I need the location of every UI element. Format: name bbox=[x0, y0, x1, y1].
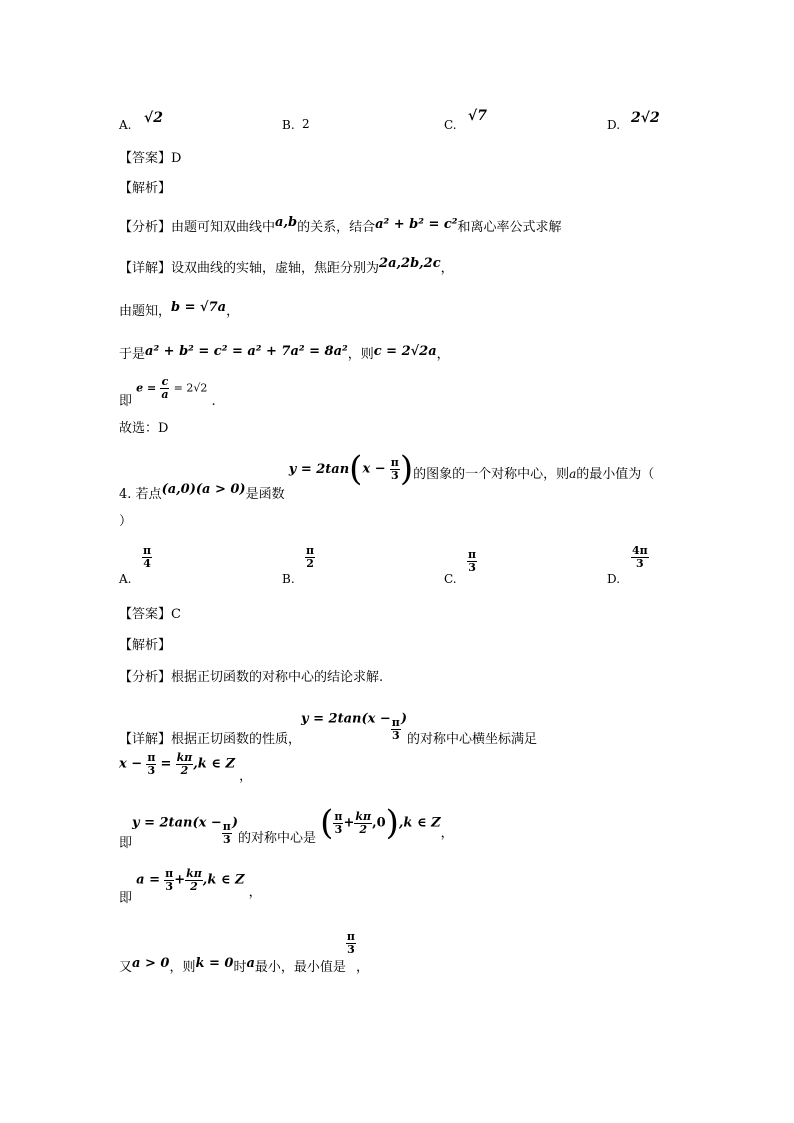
detail-line-1 bbox=[119, 257, 454, 276]
left-paren: ( bbox=[320, 803, 334, 843]
q4-option-d bbox=[607, 572, 620, 586]
xiangjie-head: 【详解】 bbox=[119, 731, 172, 747]
math: a² + b² = c² = a² + 7a² = 8a² bbox=[145, 344, 348, 359]
text: ， bbox=[226, 304, 240, 319]
option-c bbox=[444, 118, 457, 132]
numerator: π bbox=[222, 819, 231, 833]
denominator: 4 bbox=[143, 556, 151, 570]
choose-line: 故选：D bbox=[119, 421, 169, 436]
denominator: 2 bbox=[190, 879, 198, 893]
denominator: 3 bbox=[347, 942, 355, 956]
option-letter: B. bbox=[282, 572, 295, 586]
fraction bbox=[346, 931, 356, 955]
answer-label: 【答案】D bbox=[119, 151, 182, 166]
q4-detail-line-3 bbox=[119, 803, 454, 851]
denominator: 3 bbox=[147, 763, 156, 777]
numerator: π bbox=[143, 544, 152, 557]
text: ， bbox=[440, 825, 454, 841]
math: + bbox=[343, 815, 355, 831]
q4-option-c bbox=[444, 572, 457, 586]
option-a bbox=[119, 118, 131, 132]
q4-option-d-frac bbox=[631, 545, 649, 569]
numerator: kπ bbox=[186, 867, 202, 880]
fenxi-head: 【分析】 bbox=[119, 670, 172, 685]
text: 由题知， bbox=[119, 304, 172, 319]
numerator: π bbox=[334, 809, 343, 823]
left-paren: ( bbox=[349, 449, 363, 489]
xiangjie-head: 【详解】 bbox=[119, 261, 172, 276]
numerator: π bbox=[390, 455, 399, 469]
math: = bbox=[160, 756, 172, 772]
q4-option-c-frac bbox=[467, 549, 477, 573]
denominator: 3 bbox=[222, 832, 231, 846]
detail-line-4 bbox=[119, 375, 216, 409]
text: ， bbox=[440, 261, 454, 276]
option-b-math: 2 bbox=[302, 117, 310, 131]
math: a² + b² = c² bbox=[375, 217, 458, 232]
detail-line-2 bbox=[119, 300, 239, 319]
option-letter: B. bbox=[282, 118, 295, 132]
option-c-math: √7 bbox=[468, 108, 487, 124]
text: 的对称中心是 bbox=[237, 830, 316, 846]
math: y = 2tan(x − bbox=[132, 815, 222, 831]
detail-line-3 bbox=[119, 343, 450, 362]
text: ，则 bbox=[169, 959, 196, 975]
text: ，则 bbox=[347, 347, 374, 362]
fenxi-head: 【分析】 bbox=[119, 220, 172, 235]
text: 若点 bbox=[135, 486, 162, 502]
denominator: 3 bbox=[391, 728, 400, 742]
denominator: 3 bbox=[468, 560, 476, 574]
fraction bbox=[160, 376, 169, 400]
math: c = 2√2a bbox=[373, 344, 437, 359]
numerator: π bbox=[346, 930, 355, 943]
math: ,k ∈ Z bbox=[193, 756, 235, 772]
question-number: 4. bbox=[119, 486, 132, 502]
text: . bbox=[211, 393, 216, 409]
math: a > 0 bbox=[132, 955, 170, 971]
q4-detail-line-4 bbox=[119, 867, 262, 906]
q4-detail-line-1 bbox=[119, 707, 538, 747]
text: 的关系，结合 bbox=[297, 220, 376, 235]
math: 2a,2b,2c bbox=[379, 256, 441, 271]
text: 由题可知双曲线中 bbox=[171, 220, 276, 235]
question-4 bbox=[119, 449, 655, 502]
text: 又 bbox=[119, 959, 133, 975]
numerator: kπ bbox=[355, 809, 372, 823]
right-paren: ) bbox=[399, 449, 414, 489]
numerator: kπ bbox=[176, 751, 193, 764]
math: ,0 bbox=[372, 815, 386, 831]
numerator: π bbox=[165, 867, 174, 880]
fraction bbox=[391, 717, 401, 741]
text: ， bbox=[239, 768, 253, 784]
math: a = bbox=[136, 872, 160, 888]
analysis-heading: 【解析】 bbox=[119, 181, 172, 196]
math: x − bbox=[362, 461, 386, 477]
math: y = 2tan bbox=[288, 461, 350, 477]
text: 最小，最小值是 bbox=[254, 959, 346, 975]
numerator: π bbox=[468, 548, 477, 561]
numerator: 4π bbox=[632, 544, 648, 557]
math: (a,0)(a > 0) bbox=[161, 481, 246, 497]
math: ,k ∈ Z bbox=[202, 872, 245, 888]
analysis-fenxi bbox=[119, 216, 562, 235]
fraction bbox=[146, 752, 156, 776]
text: 即 bbox=[119, 835, 133, 851]
option-a-math: √2 bbox=[144, 110, 163, 126]
math: x − bbox=[119, 756, 143, 772]
q4-answer-label: 【答案】C bbox=[119, 607, 181, 622]
math: ) bbox=[400, 711, 407, 727]
q4-option-a bbox=[119, 572, 131, 586]
math: + bbox=[174, 872, 186, 888]
q4-option-b-frac bbox=[305, 545, 315, 569]
option-letter: D. bbox=[607, 572, 621, 586]
text: 的图象的一个对称中心，则 bbox=[413, 466, 570, 482]
q4-analysis-heading: 【解析】 bbox=[119, 638, 172, 653]
denominator: 2 bbox=[359, 822, 368, 836]
text: ， bbox=[248, 884, 262, 900]
math: ) bbox=[231, 815, 238, 831]
text: 即 bbox=[119, 890, 133, 906]
q4-detail-line-2 bbox=[119, 751, 253, 784]
fraction bbox=[333, 811, 343, 835]
option-letter: C. bbox=[444, 572, 457, 586]
numerator: π bbox=[306, 544, 315, 557]
text: 设双曲线的实轴，虚轴，焦距分别为 bbox=[171, 261, 380, 276]
question-4-close: ） bbox=[119, 514, 133, 529]
denominator: 3 bbox=[165, 879, 173, 893]
q4-analysis-fenxi bbox=[119, 666, 383, 685]
numerator: π bbox=[147, 751, 156, 764]
right-paren: ) bbox=[385, 803, 399, 843]
math: k = 0 bbox=[195, 955, 234, 971]
option-letter: C. bbox=[444, 118, 457, 132]
fraction bbox=[164, 868, 174, 892]
denominator: 2 bbox=[180, 763, 189, 777]
text: 于是 bbox=[119, 347, 146, 362]
denominator: 3 bbox=[636, 556, 644, 570]
q4-option-a-frac bbox=[142, 545, 152, 569]
numerator: c bbox=[161, 375, 169, 388]
math: a,b bbox=[275, 215, 298, 230]
q4-detail-line-5 bbox=[119, 930, 369, 975]
text: ， bbox=[436, 347, 450, 362]
math: b = √7a bbox=[171, 300, 227, 315]
text: 的对称中心横坐标满足 bbox=[407, 731, 538, 747]
fraction bbox=[354, 811, 372, 835]
text: 时 bbox=[233, 959, 247, 975]
fraction bbox=[222, 821, 232, 845]
numerator: π bbox=[391, 716, 400, 729]
denominator: 3 bbox=[334, 822, 343, 836]
denominator: 3 bbox=[390, 468, 399, 482]
math: y = 2tan(x − bbox=[301, 711, 391, 727]
option-d-math: 2√2 bbox=[631, 110, 660, 126]
option-b bbox=[282, 118, 295, 132]
math: ,k ∈ Z bbox=[398, 815, 441, 831]
denominator: a bbox=[161, 387, 169, 401]
q4-option-b bbox=[282, 572, 295, 586]
text: 是函数 bbox=[245, 486, 285, 502]
option-d bbox=[607, 118, 620, 132]
variable: a bbox=[569, 466, 577, 481]
option-letter: D. bbox=[607, 118, 621, 132]
text: 和离心率公式求解 bbox=[457, 220, 562, 235]
math: a bbox=[246, 955, 255, 971]
option-letter: A. bbox=[119, 572, 132, 586]
text: 根据正切函数的性质， bbox=[171, 731, 302, 747]
text: 根据正切函数的对称中心的结论求解. bbox=[171, 670, 384, 685]
option-letter: A. bbox=[119, 118, 132, 132]
text: 即 bbox=[119, 393, 133, 409]
text: 的最小值为（ bbox=[576, 466, 655, 482]
fraction bbox=[390, 457, 400, 481]
math: = 2√2 bbox=[173, 381, 208, 395]
text: ， bbox=[355, 959, 369, 975]
fraction bbox=[185, 868, 203, 892]
denominator: 2 bbox=[306, 556, 314, 570]
math: e = bbox=[136, 381, 157, 395]
fraction bbox=[176, 752, 194, 776]
